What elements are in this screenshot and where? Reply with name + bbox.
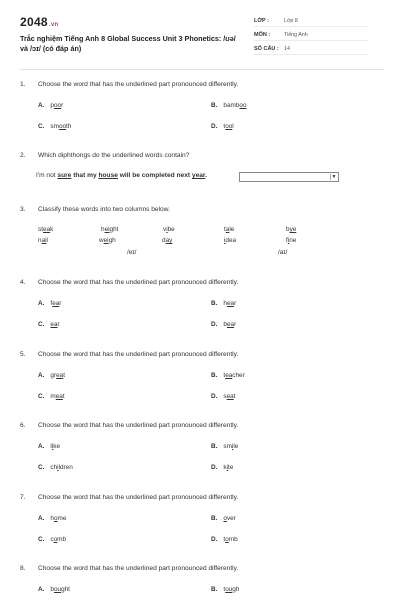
question-header: [20, 81, 384, 88]
option-letter: B.: [211, 300, 218, 307]
word-part: r: [61, 102, 64, 109]
word-part: s: [223, 393, 227, 400]
option-a[interactable]: [38, 515, 66, 522]
draggable-word[interactable]: [163, 226, 175, 233]
question-header: [20, 206, 384, 213]
question-5: [20, 351, 384, 398]
option-c[interactable]: [38, 123, 71, 130]
word-part: f: [286, 237, 288, 244]
option-a[interactable]: [38, 443, 60, 450]
question-prompt: Choose the word that has the underlined part pronounced differently.: [38, 494, 239, 501]
underlined-part: ai: [41, 237, 47, 244]
meta-info: [254, 16, 368, 58]
question-prompt: Classify these words into two columns below.: [38, 206, 170, 213]
logo-main: 2048: [20, 15, 48, 29]
meta-value: Lớp 8: [284, 18, 298, 24]
word-part: m: [50, 393, 56, 400]
word-part: r: [234, 300, 237, 307]
word-part: t: [62, 393, 65, 400]
word-part: h: [50, 515, 54, 522]
word-part: p: [50, 102, 54, 109]
question-prompt: Choose the word that has the underlined part pronounced differently.: [38, 351, 239, 358]
options: [20, 286, 384, 326]
option-letter: C.: [38, 464, 45, 471]
option-d[interactable]: [211, 393, 236, 400]
underlined-part: ea: [226, 321, 235, 328]
word-part: be: [167, 226, 175, 233]
word-part: st: [38, 226, 43, 233]
draggable-word[interactable]: [286, 237, 296, 244]
question-header: [20, 152, 384, 159]
underlined-part: o: [53, 536, 58, 543]
question-number: 8.: [20, 565, 26, 572]
option-letter: B.: [211, 102, 218, 109]
question-header: [20, 279, 384, 286]
option-d[interactable]: [211, 536, 238, 543]
sentence-part: that my: [71, 172, 99, 179]
word-part: ght: [61, 586, 70, 593]
word-part: v: [163, 226, 167, 233]
underlined-word: sure: [57, 172, 72, 179]
question-number: 5.: [20, 351, 26, 358]
underlined-part: oo: [58, 123, 67, 130]
underlined-part: i: [166, 226, 168, 233]
option-b[interactable]: [211, 515, 236, 522]
word-part: n: [38, 237, 42, 244]
draggable-word[interactable]: [224, 226, 234, 233]
word-part: mb: [57, 536, 67, 543]
option-letter: C.: [38, 321, 45, 328]
underlined-part: ei: [103, 237, 109, 244]
underlined-part: ea: [226, 300, 235, 307]
underlined-part: o: [225, 536, 229, 543]
meta-row-count: [254, 44, 368, 55]
word-part: l: [232, 123, 234, 130]
underlined-part: ea: [226, 393, 234, 400]
question-number: 1.: [20, 81, 26, 88]
word-part: le: [233, 443, 239, 450]
question-6: [20, 422, 384, 469]
option-letter: B.: [211, 372, 218, 379]
question-prompt: Which diphthongs do the underlined words contain?: [38, 152, 190, 159]
word-part: ke: [53, 443, 60, 450]
underlined-part: ou: [225, 586, 233, 593]
question-7: [20, 494, 384, 541]
word-part: d: [162, 237, 166, 244]
option-letter: A.: [38, 515, 45, 522]
word-part: c: [50, 536, 54, 543]
word-part: k: [223, 464, 227, 471]
option-letter: B.: [211, 443, 218, 450]
word-part: cher: [232, 372, 245, 379]
option-letter: B.: [211, 586, 218, 593]
word-part: t: [223, 536, 226, 543]
question-2: [20, 152, 384, 180]
option-c[interactable]: [38, 321, 60, 328]
question-8: [20, 565, 384, 600]
word-part: ch: [50, 464, 58, 471]
word-part: gh: [108, 237, 116, 244]
option-b[interactable]: [211, 372, 245, 379]
word-part: mb: [228, 536, 238, 543]
underlined-word: house: [98, 172, 118, 179]
option-a[interactable]: [38, 102, 63, 109]
word-part: ver: [226, 515, 236, 522]
underlined-part: i: [224, 237, 226, 244]
option-letter: A.: [38, 300, 45, 307]
word-part: me: [57, 515, 67, 522]
underlined-part: i: [231, 443, 234, 450]
word-part: f: [50, 300, 53, 307]
draggable-word[interactable]: [99, 237, 116, 244]
underlined-part: oo: [239, 102, 247, 109]
option-letter: C.: [38, 536, 45, 543]
header: [20, 0, 384, 70]
options: [20, 572, 384, 600]
word-part: gh: [232, 586, 240, 593]
question-number: 6.: [20, 422, 26, 429]
word-part: ldren: [58, 464, 73, 471]
option-letter: A.: [38, 102, 45, 109]
option-letter: D.: [211, 393, 218, 400]
draggable-word[interactable]: [286, 226, 296, 233]
option-c[interactable]: [38, 464, 73, 471]
word-part: k: [50, 226, 54, 233]
option-a[interactable]: [38, 300, 61, 307]
option-letter: A.: [38, 443, 45, 450]
page-title: Trắc nghiệm Tiếng Anh 8 Global Success Unit 3 Phonetics: /ʊə/ và /ɔɪ/ (có đáp án): [20, 34, 236, 53]
option-c[interactable]: [38, 393, 65, 400]
word-part: te: [228, 464, 234, 471]
underlined-part: ea: [225, 372, 233, 379]
option-d[interactable]: [211, 123, 234, 130]
word-part: sm: [223, 443, 232, 450]
word-part: b: [50, 586, 54, 593]
word-part: h: [101, 226, 105, 233]
word-part: dea: [225, 237, 237, 244]
word-part: b: [223, 321, 227, 328]
draggable-word[interactable]: [38, 226, 53, 233]
underlined-part: o: [223, 515, 227, 522]
underlined-part: i: [287, 237, 290, 244]
word-part: h: [223, 300, 227, 307]
meta-key: MÔN :: [254, 32, 271, 38]
meta-key: LỚP :: [254, 18, 269, 24]
underlined-part: ea: [52, 300, 60, 307]
word-part: ne: [289, 237, 297, 244]
option-letter: A.: [38, 372, 45, 379]
option-letter: A.: [38, 586, 45, 593]
option-a[interactable]: [38, 586, 70, 593]
underlined-part: ay: [165, 237, 173, 244]
underlined-part: i: [51, 443, 54, 450]
draggable-word[interactable]: [162, 237, 172, 244]
underlined-part: i: [226, 464, 229, 471]
word-part: l: [50, 443, 52, 450]
site-logo[interactable]: [20, 15, 58, 29]
option-letter: D.: [211, 536, 218, 543]
options: [20, 88, 384, 128]
word-part: ght: [109, 226, 119, 233]
word-part: w: [99, 237, 104, 244]
option-letter: C.: [38, 123, 45, 130]
question-header: [20, 351, 384, 358]
draggable-word[interactable]: [38, 237, 48, 244]
option-b[interactable]: [211, 300, 236, 307]
word-part: bamb: [223, 102, 240, 109]
option-letter: D.: [211, 321, 218, 328]
question-header: [20, 494, 384, 501]
options: [20, 429, 384, 469]
meta-value: Tiếng Anh: [284, 32, 308, 38]
question-number: 7.: [20, 494, 26, 501]
underlined-part: o: [53, 515, 58, 522]
question-3: [20, 206, 384, 256]
option-d[interactable]: [211, 321, 236, 328]
word-part: gr: [50, 372, 57, 379]
word-part: r: [57, 321, 60, 328]
sentence-part: I'm not: [36, 172, 58, 179]
options: [20, 358, 384, 398]
underlined-part: oo: [53, 102, 62, 109]
underlined-part: oo: [225, 123, 233, 130]
answer-select[interactable]: [239, 172, 339, 182]
option-d[interactable]: [211, 464, 233, 471]
draggable-word[interactable]: [224, 237, 236, 244]
question-number: 3.: [20, 206, 26, 213]
option-b[interactable]: [211, 586, 239, 593]
sentence-part: will be completed next: [117, 172, 192, 179]
underlined-part: a: [225, 226, 230, 233]
question-prompt: Choose the word that has the underlined part pronounced differently.: [38, 279, 239, 286]
question-number: 4.: [20, 279, 26, 286]
question-prompt: Choose the word that has the underlined part pronounced differently.: [38, 422, 239, 429]
word-part: r: [59, 300, 62, 307]
word-part: t: [224, 226, 226, 233]
underlined-part: ei: [104, 226, 110, 233]
word-part: t: [223, 372, 226, 379]
underlined-part: ea: [56, 372, 64, 379]
option-b[interactable]: [211, 443, 238, 450]
underlined-part: i: [57, 464, 59, 471]
word-part: le: [229, 226, 235, 233]
option-letter: D.: [211, 123, 218, 130]
draggable-word[interactable]: [101, 226, 118, 233]
meta-key: SỐ CÂU :: [254, 46, 279, 52]
option-b[interactable]: [211, 102, 247, 109]
word-part: r: [234, 321, 237, 328]
logo-suffix: .vn: [48, 22, 59, 28]
word-part: l: [46, 237, 48, 244]
underlined-word: year: [191, 172, 206, 179]
question-4: [20, 279, 384, 326]
word-part: t: [223, 123, 226, 130]
question-header: [20, 422, 384, 429]
meta-row-subject: [254, 30, 368, 41]
word-part: b: [286, 226, 290, 233]
option-c[interactable]: [38, 536, 66, 543]
question-1: [20, 81, 384, 128]
question-prompt: Choose the word that has the underlined part pronounced differently.: [38, 81, 239, 88]
word-part: th: [66, 123, 72, 130]
question-prompt: Choose the word that has the underlined part pronounced differently.: [38, 565, 239, 572]
word-part: t: [223, 586, 226, 593]
underlined-part: ea: [42, 226, 51, 233]
word-part: t: [233, 393, 236, 400]
column-label-ai: /aɪ/: [278, 249, 288, 256]
options: [20, 501, 384, 541]
option-letter: D.: [211, 464, 218, 471]
meta-row-class: [254, 16, 368, 27]
fill-sentence: [36, 172, 207, 179]
sentence-part: .: [205, 172, 207, 179]
question-header: [20, 565, 384, 572]
chevron-down-icon: ▼: [331, 174, 337, 180]
option-a[interactable]: [38, 372, 65, 379]
option-letter: B.: [211, 515, 218, 522]
column-label-ei: /eɪ/: [127, 249, 137, 256]
word-part: t: [63, 372, 65, 379]
underlined-part: ea: [55, 393, 63, 400]
option-letter: C.: [38, 393, 45, 400]
meta-value: 14: [284, 46, 290, 52]
question-number: 2.: [20, 152, 26, 159]
underlined-part: ea: [50, 321, 58, 328]
underlined-part: ye: [289, 226, 297, 233]
word-part: sm: [50, 123, 59, 130]
underlined-part: ou: [53, 586, 62, 593]
